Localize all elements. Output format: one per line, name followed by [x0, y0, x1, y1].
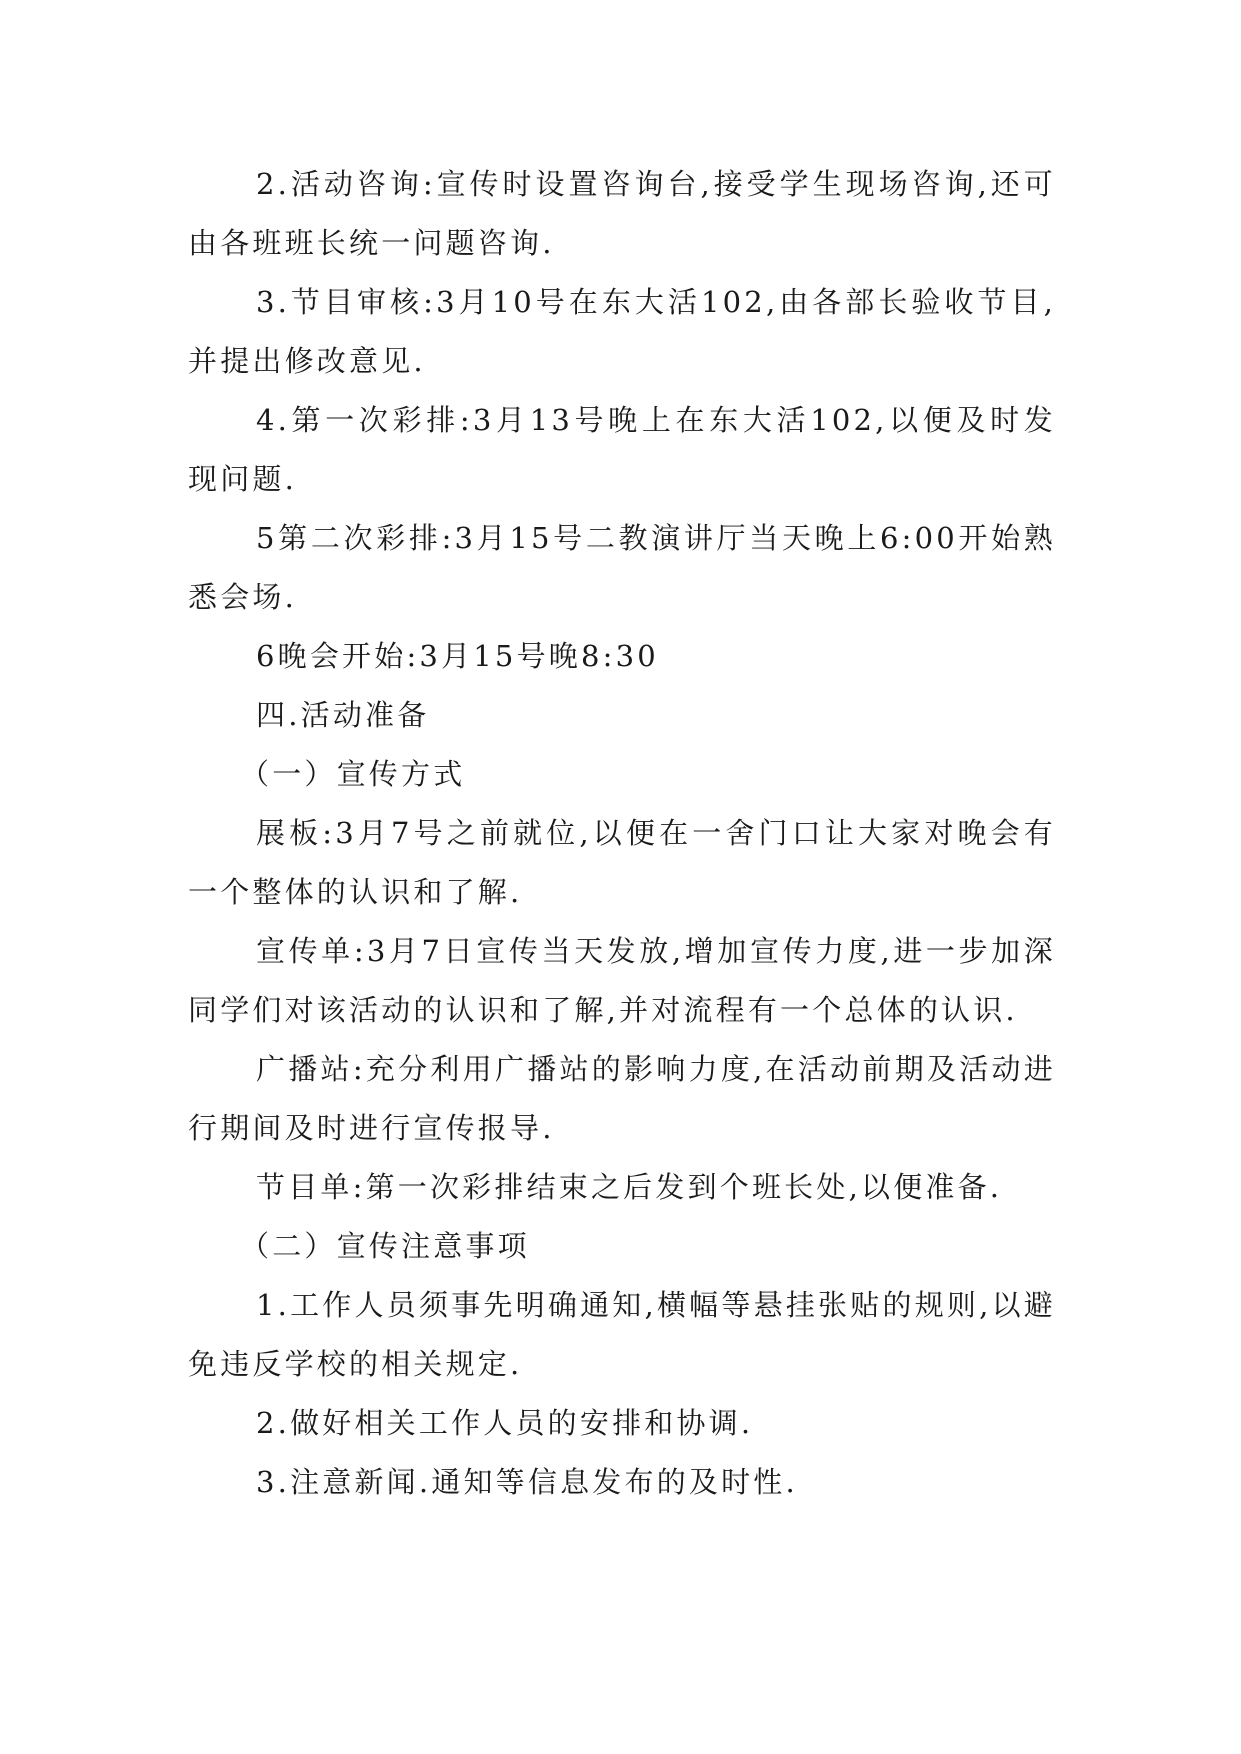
paragraph-party-start: 6晚会开始:3月15号晚8:30 — [256, 639, 659, 673]
section-heading-preparation: 四.活动准备 — [256, 698, 430, 732]
paragraph-activity-consultation: 2.活动咨询:宣传时设置咨询台,接受学生现场咨询,还可由各班班长统一问题咨询. — [188, 167, 1056, 260]
paragraph-leaflets: 宣传单:3月7日宣传当天发放,增加宣传力度,进一步加深同学们对该活动的认识和了解,并对流程有一个总体的认识. — [188, 934, 1056, 1027]
paragraph-note-1: 1.工作人员须事先明确通知,横幅等悬挂张贴的规则,以避免违反学校的相关规定. — [188, 1288, 1056, 1381]
paragraph-first-rehearsal: 4.第一次彩排:3月13号晚上在东大活102,以便及时发现问题. — [188, 403, 1056, 496]
paragraph-broadcast-station: 广播站:充分利用广播站的影响力度,在活动前期及活动进行期间及时进行宣传报导. — [188, 1052, 1056, 1145]
paragraph-note-2: 2.做好相关工作人员的安排和协调. — [256, 1406, 754, 1440]
document-body — [188, 155, 1056, 1512]
paragraph-program-list: 节目单:第一次彩排结束之后发到个班长处,以便准备. — [256, 1170, 1003, 1204]
paragraph-note-3: 3.注意新闻.通知等信息发布的及时性. — [256, 1465, 798, 1499]
subsection-heading-promotion-notes: （二）宣传注意事项 — [240, 1229, 530, 1263]
paragraph-second-rehearsal: 5第二次彩排:3月15号二教演讲厅当天晚上6:00开始熟悉会场. — [188, 521, 1056, 614]
paragraph-display-board: 展板:3月7号之前就位,以便在一舍门口让大家对晚会有一个整体的认识和了解. — [188, 816, 1056, 909]
paragraph-program-review: 3.节目审核:3月10号在东大活102,由各部长验收节目,并提出修改意见. — [188, 285, 1056, 378]
subsection-heading-promotion-methods: （一）宣传方式 — [240, 757, 466, 791]
